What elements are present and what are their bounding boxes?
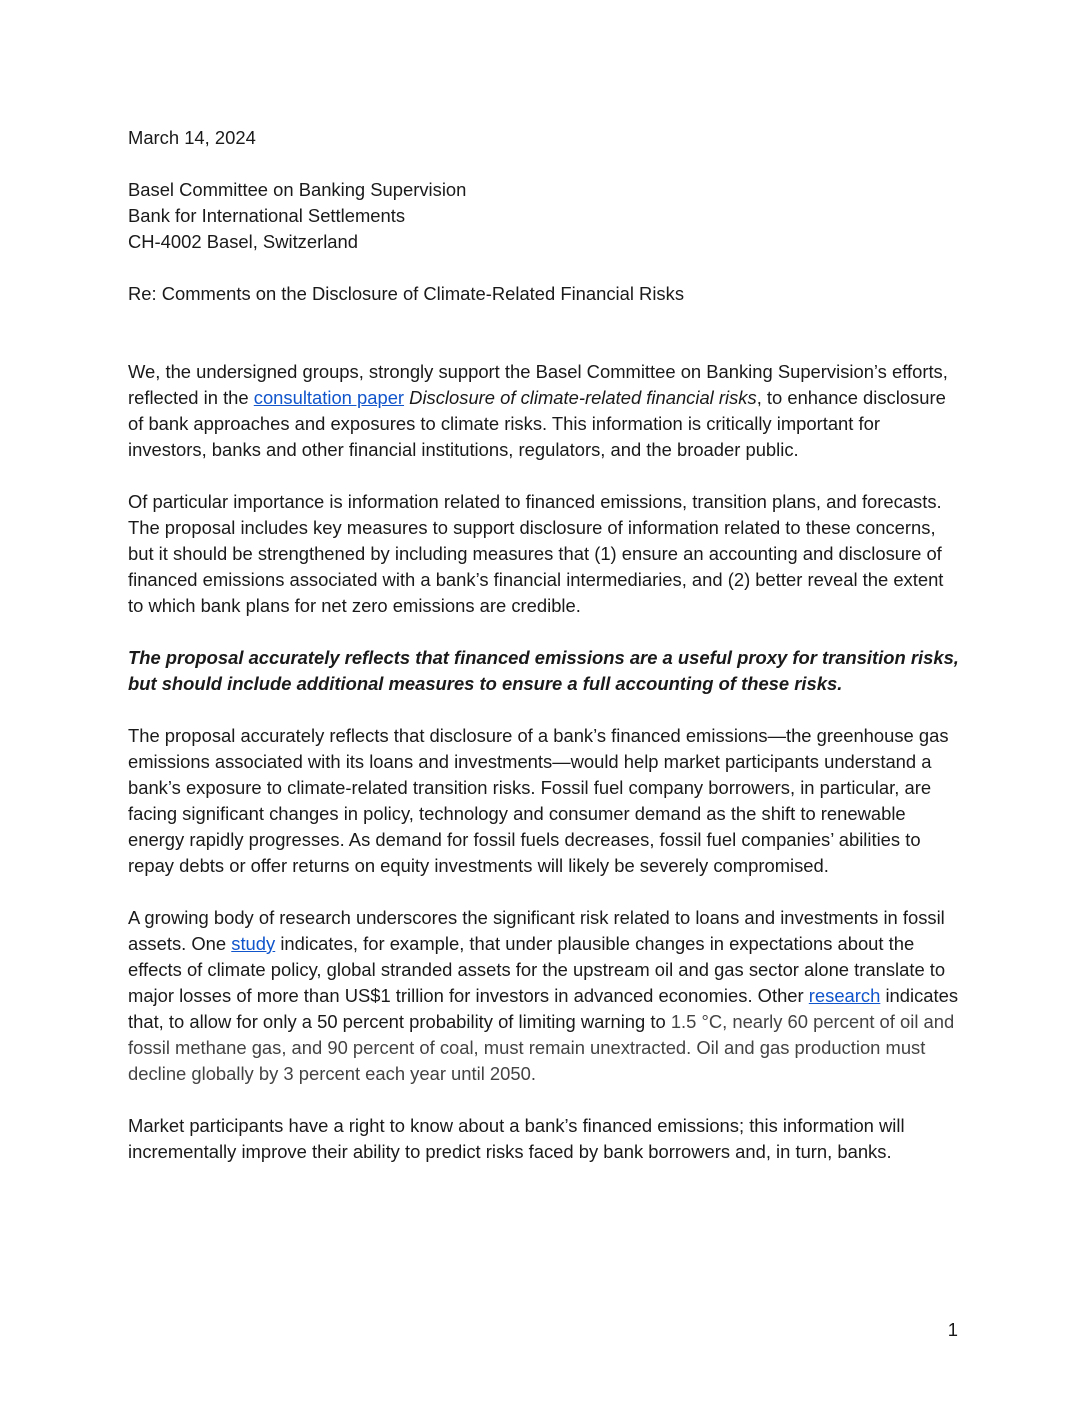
research-link[interactable]: research <box>808 985 881 1006</box>
paragraph-text: indicates that, to allow for only a 50 percent probability of limiting warning to <box>128 985 959 1032</box>
address-line: Bank for International Settlements <box>128 205 406 226</box>
paragraph-text-gray: 1.5 °C, nearly 60 percent of oil and fossil methane gas, and 90 percent of coal, must remain unextracted. Oil and gas production must decline globally by 3 percent each year until 2050. <box>128 1011 955 1084</box>
consultation-paper-link[interactable]: consultation paper <box>253 387 405 408</box>
paragraph-text: , to enhance disclosure of bank approaches and exposures to climate risks. This information is critically important for investors, banks and other financial institutions, regulators, and the broader public. <box>128 387 946 460</box>
paragraph-text: indicates, for example, that under plausible changes in expectations about the effects of climate policy, global stranded assets for the upstream oil and gas sector alone translate to major losses of more than US$1 trillion for investors in advanced economies. Other <box>128 933 946 1006</box>
letter-body <box>128 125 960 1165</box>
section-heading: The proposal accurately reflects that financed emissions are a useful proxy for transition risks, but should include additional measures to ensure a full accounting of these risks. <box>128 647 959 694</box>
paragraph-text: We, the undersigned groups, strongly support the Basel Committee on Banking Supervision’s efforts, reflected in the <box>128 361 948 408</box>
page-number: 1 <box>947 1319 958 1340</box>
paragraph-right-to-know: Market participants have a right to know about a bank’s financed emissions; this information will incrementally improve their ability to predict risks faced by bank borrowers and, in turn, banks. <box>128 1115 905 1162</box>
paragraph-text: A growing body of research underscores the significant risk related to loans and investments in fossil assets. One <box>128 907 945 954</box>
letter-date: March 14, 2024 <box>128 127 256 148</box>
paragraph-support <box>128 359 960 463</box>
paragraph-research <box>128 905 960 1087</box>
address-line: Basel Committee on Banking Supervision <box>128 179 467 200</box>
recipient-address <box>128 177 960 255</box>
paragraph-importance: Of particular importance is information related to financed emissions, transition plans, and forecasts. The proposal includes key measures to support disclosure of information related to these concerns, but it should be strengthened by including measures that (1) ensure an accounting and disclosure of financed emissions associated with a bank’s financial intermediaries, and (2) better reveal the extent to which bank plans for net zero emissions are credible. <box>128 491 944 616</box>
address-line: CH-4002 Basel, Switzerland <box>128 231 358 252</box>
study-link[interactable]: study <box>231 933 276 954</box>
document-title: Disclosure of climate-related financial risks <box>409 387 757 408</box>
paragraph-financed-emissions: The proposal accurately reflects that disclosure of a bank’s financed emissions—the greenhouse gas emissions associated with its loans and investments—would help market participants understand a bank’s exposure to climate-related transition risks. Fossil fuel company borrowers, in particular, are facing significant changes in policy, technology and consumer demand as the shift to renewable energy rapidly progresses. As demand for fossil fuels decreases, fossil fuel companies’ abilities to repay debts or offer returns on equity investments will likely be severely compromised. <box>128 725 949 876</box>
subject-line: Re: Comments on the Disclosure of Climate-Related Financial Risks <box>128 283 685 304</box>
